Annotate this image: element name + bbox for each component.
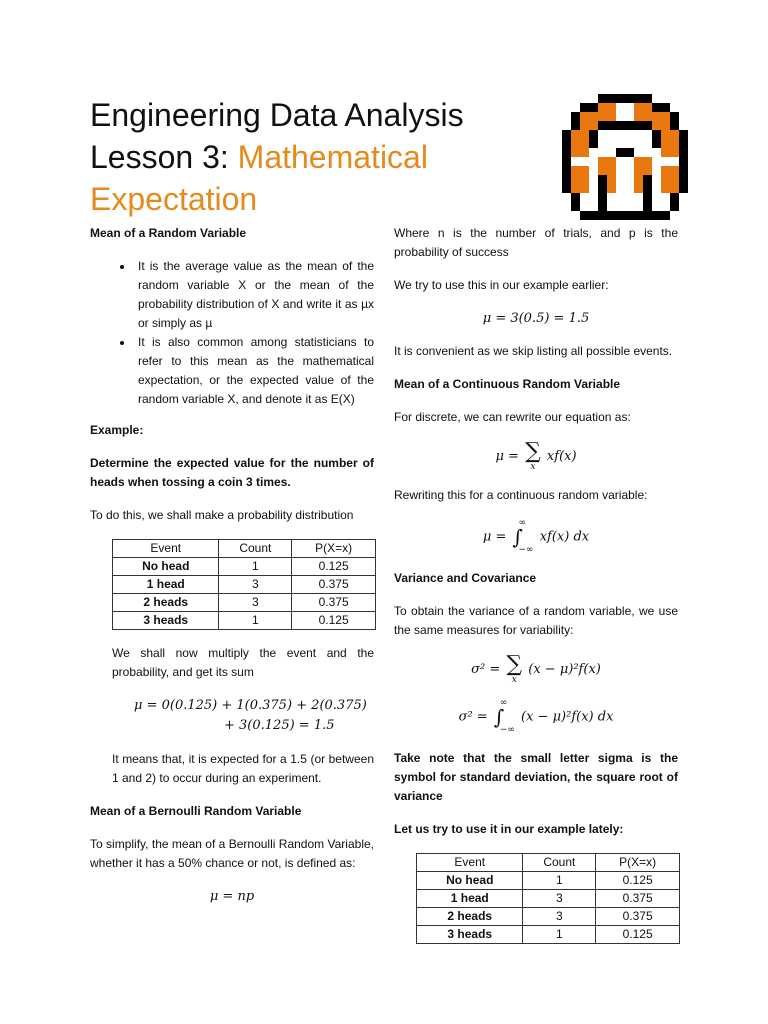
equation-line-2: + 3(0.125) = 1.5 xyxy=(224,718,335,733)
expected-value-equation xyxy=(90,696,374,736)
table-cell: 3 xyxy=(219,594,292,612)
integral xyxy=(494,699,515,735)
probability-table xyxy=(112,539,376,630)
table-row xyxy=(417,926,680,944)
discrete-text: For discrete, we can rewrite our equation as: xyxy=(394,410,631,424)
xfx-term: xf(x) xyxy=(546,449,577,464)
integral-lower: −∞ xyxy=(518,545,534,555)
means-text: It means that, it is expected for a 1.5 (or between 1 and 2) to occur during an experiment. xyxy=(112,752,374,785)
table-cell: 1 xyxy=(219,558,292,576)
integral-upper: ∞ xyxy=(518,518,527,528)
table-cell: 0.375 xyxy=(292,594,376,612)
table-row xyxy=(113,594,376,612)
where-text: Where n is the number of trials, and p is the probability of success xyxy=(394,226,678,259)
xfx-dx-term: xf(x) dx xyxy=(539,529,590,545)
title-line-1: Engineering Data Analysis xyxy=(90,97,464,133)
heading-mean-random-variable: Mean of a Random Variable xyxy=(90,226,247,240)
bernoulli-text: To simplify, the mean of a Bernoulli Random Variable, whether it has a 50% chance or not, is defined as: xyxy=(90,837,374,870)
table-header-event: Event xyxy=(113,540,219,558)
table-cell: 3 xyxy=(523,908,596,926)
table-cell: No head xyxy=(417,872,523,890)
table-row xyxy=(417,872,680,890)
table-cell: 0.375 xyxy=(596,890,680,908)
table-row xyxy=(113,612,376,630)
table-header-row xyxy=(113,540,376,558)
heading-continuous: Mean of a Continuous Random Variable xyxy=(394,377,621,391)
title-highlight: Mathematical xyxy=(237,139,428,175)
letus-text: Let us try to use it in our example lately: xyxy=(394,822,624,836)
sigma-sum-symbol: ∑ xyxy=(506,652,523,677)
title-line-3: Expectation xyxy=(90,181,258,217)
table-cell: 0.375 xyxy=(292,576,376,594)
rewriting-text: Rewriting this for a continuous random variable: xyxy=(394,488,648,502)
continuous-mean-equation xyxy=(394,519,678,555)
table-cell: 1 xyxy=(523,926,596,944)
table-cell: 3 xyxy=(219,576,292,594)
table-header-count: Count xyxy=(219,540,292,558)
variance-term-dx: (x − μ)²f(x) dx xyxy=(521,709,614,725)
table-header-probability: P(X=x) xyxy=(596,854,680,872)
sum-subscript: x xyxy=(511,675,517,685)
right-column xyxy=(394,224,678,958)
continuous-variance-equation xyxy=(394,699,678,735)
table-cell: 3 heads xyxy=(417,926,523,944)
table-cell: 2 heads xyxy=(417,908,523,926)
discrete-variance-equation xyxy=(394,654,678,685)
title-lesson: Lesson 3: xyxy=(90,139,238,175)
table-cell: 0.125 xyxy=(292,612,376,630)
mean-bullets xyxy=(90,257,374,409)
integral-lower: −∞ xyxy=(499,725,515,735)
multiply-text: We shall now multiply the event and the probability, and get its sum xyxy=(112,646,374,679)
sigma-equals: σ² = xyxy=(458,709,488,725)
table-row xyxy=(113,576,376,594)
pixel-art-logo-icon xyxy=(562,94,688,220)
integral-upper: ∞ xyxy=(499,698,508,708)
table-row xyxy=(417,908,680,926)
table-cell: 0.125 xyxy=(292,558,376,576)
integral-symbol: ∫ xyxy=(512,525,523,549)
table-header-probability: P(X=x) xyxy=(292,540,376,558)
takenote-text: Take note that the small letter sigma is the symbol for standard deviation, the square root of variance xyxy=(394,751,678,803)
example-label: Example: xyxy=(90,423,144,437)
document-title xyxy=(90,94,520,220)
title-line-2 xyxy=(90,136,520,178)
mu-equals: μ = xyxy=(482,529,507,545)
example-problem: Determine the expected value for the number of heads when tossing a coin 3 times. xyxy=(90,456,374,489)
integral xyxy=(513,519,534,555)
discrete-mean-equation xyxy=(394,441,678,472)
sigma-sum-symbol: ∑ xyxy=(525,439,541,464)
table-cell: 3 heads xyxy=(113,612,219,630)
summation xyxy=(525,441,541,472)
left-column xyxy=(90,224,374,920)
table-header-row xyxy=(417,854,680,872)
variance-term: (x − μ)²f(x) xyxy=(528,662,601,677)
table-cell: 1 head xyxy=(113,576,219,594)
integral-symbol: ∫ xyxy=(493,705,505,729)
table-cell: 1 head xyxy=(417,890,523,908)
table-cell: 3 xyxy=(523,890,596,908)
try-text: We try to use this in our example earlier: xyxy=(394,278,609,292)
table-row xyxy=(417,890,680,908)
table-row xyxy=(113,558,376,576)
todo-text: To do this, we shall make a probability distribution xyxy=(90,508,354,522)
equation-line-1: μ = 0(0.125) + 1(0.375) + 2(0.375) xyxy=(134,698,367,713)
obtain-text: To obtain the variance of a random variable, we use the same measures for variability: xyxy=(394,604,678,637)
table-cell: 0.375 xyxy=(596,908,680,926)
table-cell: No head xyxy=(113,558,219,576)
bullet-expectation: • It is also common among statisticians to refer to this mean as the mathematical expectation, or the expected value of the random variable X, and denote it as E(X) xyxy=(134,333,374,409)
mu-equals: μ = xyxy=(495,449,519,464)
table-cell: 0.125 xyxy=(596,872,680,890)
table-header-event: Event xyxy=(417,854,523,872)
table-cell: 1 xyxy=(219,612,292,630)
bullet-average-value: • It is the average value as the mean of the random variable X or the mean of the probability distribution of X and write it as µx or simply as µ xyxy=(134,257,374,333)
heading-variance: Variance and Covariance xyxy=(394,571,537,585)
summation xyxy=(506,654,522,685)
table-cell: 1 xyxy=(523,872,596,890)
np-equation: μ = 3(0.5) = 1.5 xyxy=(482,311,590,326)
table-cell: 0.125 xyxy=(596,926,680,944)
table-header-count: Count xyxy=(523,854,596,872)
sigma-equals: σ² = xyxy=(471,662,501,677)
table-cell: 2 heads xyxy=(113,594,219,612)
heading-bernoulli: Mean of a Bernoulli Random Variable xyxy=(90,804,302,818)
bernoulli-equation: μ = np xyxy=(209,889,255,904)
sum-subscript: x xyxy=(530,462,536,472)
probability-table-2 xyxy=(416,853,680,944)
convenient-text: It is convenient as we skip listing all possible events. xyxy=(394,344,673,358)
